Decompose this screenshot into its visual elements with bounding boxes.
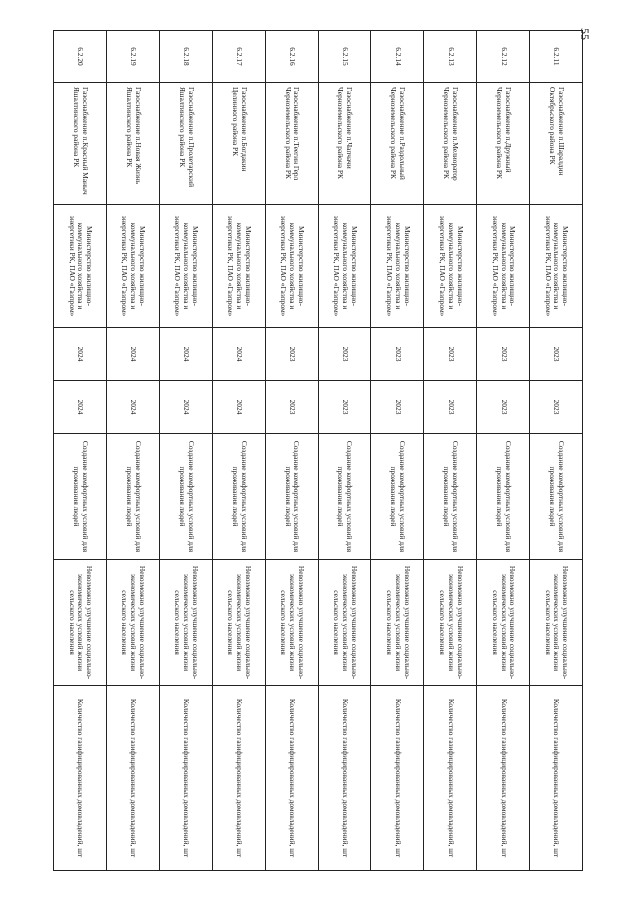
page-number: 55 [578, 28, 592, 40]
cell-goal: Создание комфортных условий для проживания людей [424, 434, 477, 560]
cell-indicator: Количество газифицированных домовладений, шт [477, 686, 530, 871]
cell-risk: Невозможно улучшение социально-экономических условий жизни сельского населения [265, 560, 318, 686]
table-row [159, 31, 212, 871]
cell-object: Газоснабжение п.Дружный Черноземельского района РК [477, 83, 530, 205]
cell-start-year: 2024 [159, 328, 212, 381]
cell-executor: Министерство жилищно-коммунального хозяйства и энергетики РК, ПАО «Газпром» [159, 205, 212, 328]
cell-end-year: 2023 [477, 381, 530, 434]
cell-executor: Министерство жилищно-коммунального хозяйства и энергетики РК, ПАО «Газпром» [106, 205, 159, 328]
cell-risk: Невозможно улучшение социально-экономических условий жизни сельского населения [212, 560, 265, 686]
cell-object: Газоснабжение п.Новая Жизнь Яшалтинского района РК [106, 83, 159, 205]
cell-executor: Министерство жилищно-коммунального хозяйства и энергетики РК, ПАО «Газпром» [530, 205, 583, 328]
cell-risk: Невозможно улучшение социально-экономических условий жизни сельского населения [477, 560, 530, 686]
table-row [106, 31, 159, 871]
table-row [530, 31, 583, 871]
cell-start-year: 2024 [212, 328, 265, 381]
cell-risk: Невозможно улучшение социально-экономических условий жизни сельского населения [54, 560, 107, 686]
cell-number: 6.2.14 [371, 31, 424, 83]
cell-end-year: 2024 [54, 381, 107, 434]
cell-indicator: Количество газифицированных домовладений, шт [159, 686, 212, 871]
cell-goal: Создание комфортных условий для проживания людей [371, 434, 424, 560]
cell-indicator: Количество газифицированных домовладений, шт [318, 686, 371, 871]
cell-object: Газоснабжение п.Чапчачи Черноземельского района РК [318, 83, 371, 205]
cell-goal: Создание комфортных условий для проживания людей [212, 434, 265, 560]
cell-number: 6.2.17 [212, 31, 265, 83]
cell-start-year: 2023 [371, 328, 424, 381]
cell-executor: Министерство жилищно-коммунального хозяйства и энергетики РК, ПАО «Газпром» [212, 205, 265, 328]
cell-object: Газоснабжение п.Теегин Герл Черноземельского района РК [265, 83, 318, 205]
cell-number: 6.2.12 [477, 31, 530, 83]
cell-end-year: 2024 [106, 381, 159, 434]
cell-object: Газоснабжение п.Шаралдин Октябрьского района РК [530, 83, 583, 205]
table-row [424, 31, 477, 871]
rotated-table-container [53, 30, 583, 870]
cell-end-year: 2023 [530, 381, 583, 434]
table-row [212, 31, 265, 871]
measures-table [53, 30, 583, 871]
cell-end-year: 2023 [265, 381, 318, 434]
cell-goal: Создание комфортных условий для проживания людей [530, 434, 583, 560]
cell-executor: Министерство жилищно-коммунального хозяйства и энергетики РК, ПАО «Газпром» [424, 205, 477, 328]
cell-number: 6.2.16 [265, 31, 318, 83]
table-row [371, 31, 424, 871]
table-row [265, 31, 318, 871]
table-row [477, 31, 530, 871]
cell-number: 6.2.13 [424, 31, 477, 83]
cell-start-year: 2023 [530, 328, 583, 381]
cell-number: 6.2.18 [159, 31, 212, 83]
cell-start-year: 2023 [424, 328, 477, 381]
cell-number: 6.2.15 [318, 31, 371, 83]
cell-executor: Министерство жилищно-коммунального хозяйства и энергетики РК, ПАО «Газпром» [371, 205, 424, 328]
cell-end-year: 2024 [159, 381, 212, 434]
cell-start-year: 2024 [106, 328, 159, 381]
cell-number: 6.2.19 [106, 31, 159, 83]
cell-goal: Создание комфортных условий для проживания людей [106, 434, 159, 560]
cell-goal: Создание комфортных условий для проживания людей [54, 434, 107, 560]
cell-executor: Министерство жилищно-коммунального хозяйства и энергетики РК, ПАО «Газпром» [265, 205, 318, 328]
cell-risk: Невозможно улучшение социально-экономических условий жизни сельского населения [530, 560, 583, 686]
cell-risk: Невозможно улучшение социально-экономических условий жизни сельского населения [424, 560, 477, 686]
cell-start-year: 2024 [54, 328, 107, 381]
cell-end-year: 2024 [212, 381, 265, 434]
cell-indicator: Количество газифицированных домовладений, шт [424, 686, 477, 871]
cell-risk: Невозможно улучшение социально-экономических условий жизни сельского населения [318, 560, 371, 686]
cell-number: 6.2.11 [530, 31, 583, 83]
cell-start-year: 2023 [477, 328, 530, 381]
cell-object: Газоснабжение п.Красный Маныч Яшалтинского района РК [54, 83, 107, 205]
cell-start-year: 2023 [318, 328, 371, 381]
cell-indicator: Количество газифицированных домовладений, шт [371, 686, 424, 871]
cell-goal: Создание комфортных условий для проживания людей [477, 434, 530, 560]
cell-goal: Создание комфортных условий для проживания людей [318, 434, 371, 560]
cell-end-year: 2023 [424, 381, 477, 434]
table-row [318, 31, 371, 871]
cell-object: Газоснабжение п.Пролетарский Яшалтинского района РК [159, 83, 212, 205]
cell-indicator: Количество газифицированных домовладений, шт [530, 686, 583, 871]
cell-end-year: 2023 [371, 381, 424, 434]
cell-indicator: Количество газифицированных домовладений, шт [106, 686, 159, 871]
cell-executor: Министерство жилищно-коммунального хозяйства и энергетики РК, ПАО «Газпром» [54, 205, 107, 328]
cell-risk: Невозможно улучшение социально-экономических условий жизни сельского населения [106, 560, 159, 686]
cell-goal: Создание комфортных условий для проживания людей [159, 434, 212, 560]
cell-start-year: 2023 [265, 328, 318, 381]
cell-object: Газоснабжение п.Мелиоратор Черноземельского района РК [424, 83, 477, 205]
cell-object: Газоснабжение п.Раздольный Черноземельского района РК [371, 83, 424, 205]
cell-indicator: Количество газифицированных домовладений, шт [212, 686, 265, 871]
cell-risk: Невозможно улучшение социально-экономических условий жизни сельского населения [159, 560, 212, 686]
cell-goal: Создание комфортных условий для проживания людей [265, 434, 318, 560]
table-row [54, 31, 107, 871]
cell-end-year: 2023 [318, 381, 371, 434]
cell-executor: Министерство жилищно-коммунального хозяйства и энергетики РК, ПАО «Газпром» [477, 205, 530, 328]
cell-object: Газоснабжение п.Богдакин Целинного района РК [212, 83, 265, 205]
cell-indicator: Количество газифицированных домовладений, шт [54, 686, 107, 871]
cell-risk: Невозможно улучшение социально-экономических условий жизни сельского населения [371, 560, 424, 686]
table-body [54, 31, 583, 871]
cell-number: 6.2.20 [54, 31, 107, 83]
cell-executor: Министерство жилищно-коммунального хозяйства и энергетики РК, ПАО «Газпром» [318, 205, 371, 328]
cell-indicator: Количество газифицированных домовладений, шт [265, 686, 318, 871]
